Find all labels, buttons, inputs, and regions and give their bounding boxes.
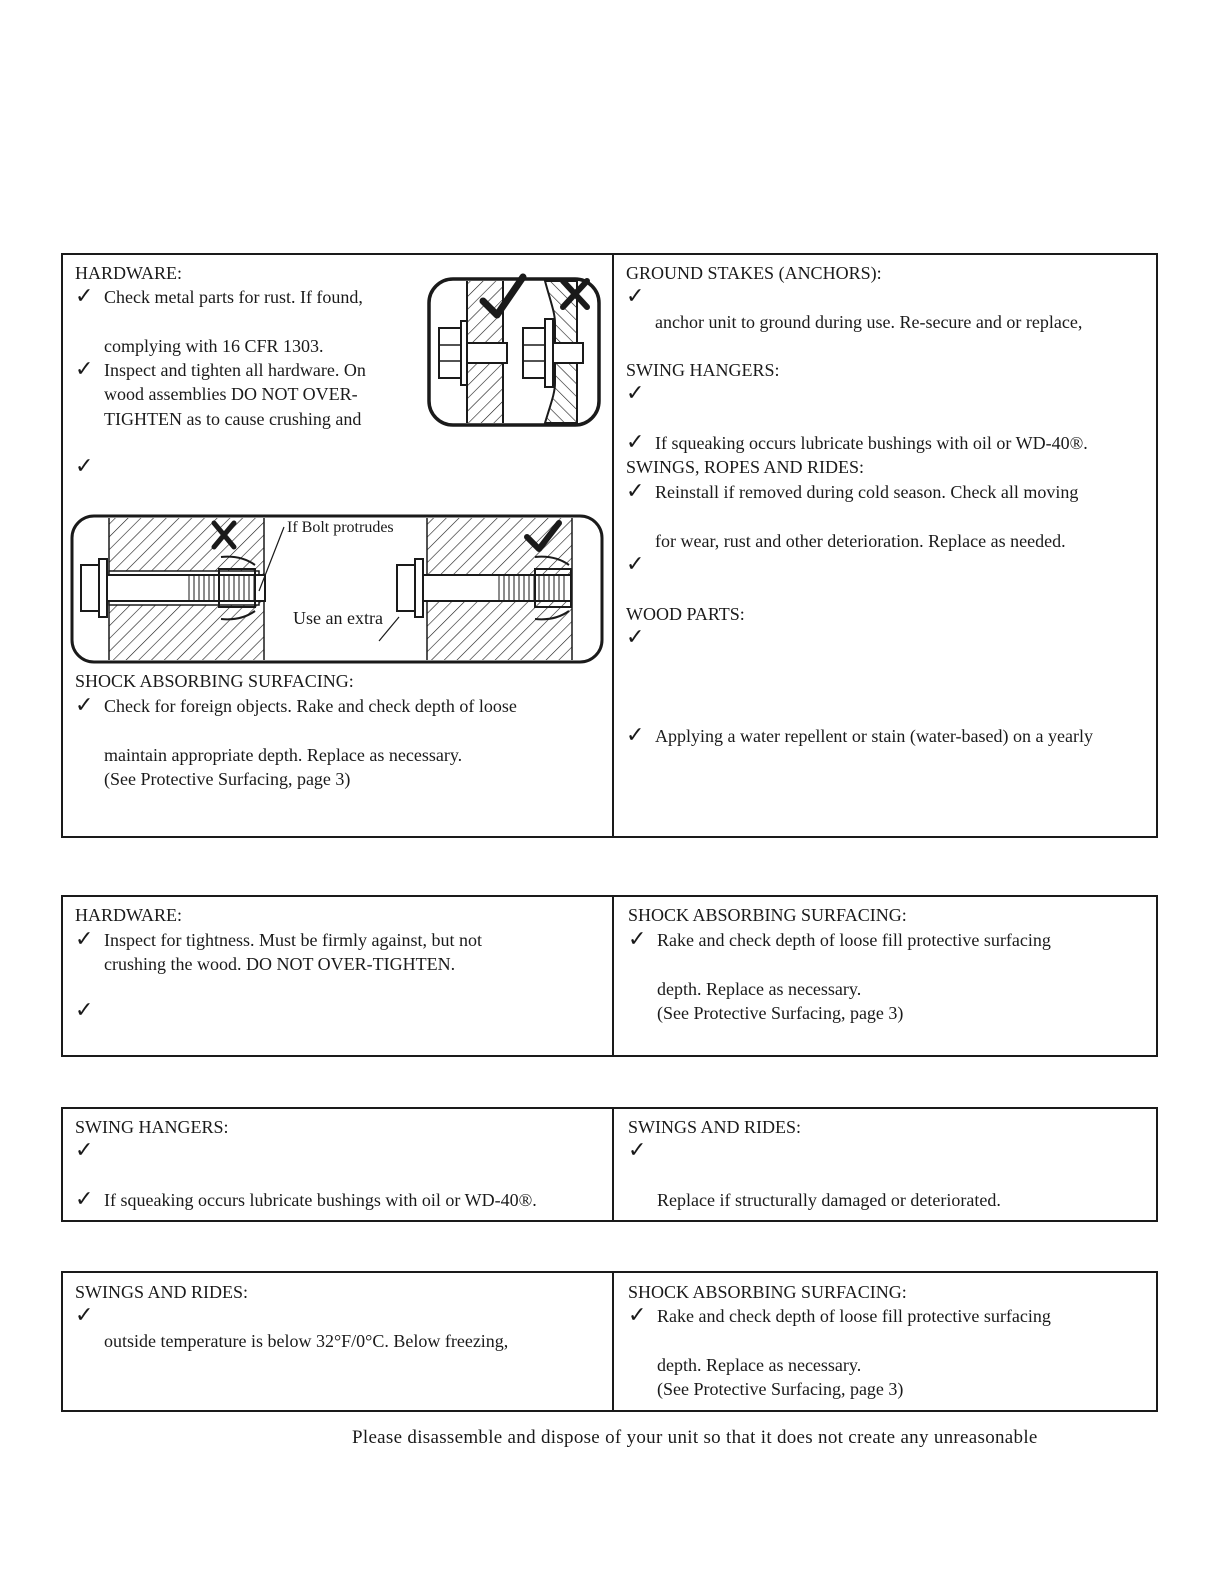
check-icon: ✓ [75, 1187, 94, 1212]
tighten-line-1: Inspect and tighten all hardware. On [104, 360, 366, 380]
check-icon: ✓ [626, 381, 645, 406]
swings-rides-heading: SWINGS AND RIDES: [75, 1282, 249, 1302]
swings-rides-heading: SWINGS AND RIDES: [628, 1117, 802, 1137]
check-icon: ✓ [75, 454, 94, 479]
hardware-heading: HARDWARE: [75, 263, 182, 283]
tighten-line-3: TIGHTEN as to cause crushing and [104, 409, 362, 429]
temperature-line: outside temperature is below 32°F/0°C. Below freezing, [104, 1331, 509, 1351]
check-icon: ✓ [626, 479, 645, 504]
wood-item: Applying a water repellent or stain (water-based) on a yearly [655, 726, 1093, 746]
wood-parts-heading: WOOD PARTS: [626, 604, 745, 624]
section-1-box [61, 253, 1158, 838]
replace-line: Replace if structurally damaged or deteriorated. [657, 1190, 1001, 1210]
rake-line-2: depth. Replace as necessary. [657, 979, 862, 999]
rust-line-1: Check metal parts for rust. If found, [104, 287, 363, 307]
check-icon: ✓ [626, 723, 645, 748]
hangers-item: If squeaking occurs lubricate bushings with oil or WD-40®. [655, 433, 1088, 453]
swing-hangers-heading: SWING HANGERS: [626, 360, 780, 380]
ground-stakes-heading: GROUND STAKES (ANCHORS): [626, 263, 882, 283]
check-icon: ✓ [626, 430, 645, 455]
check-icon: ✓ [626, 625, 645, 650]
check-icon: ✓ [75, 693, 94, 718]
check-icon: ✓ [75, 284, 94, 309]
rake-line-1: Rake and check depth of loose fill protective surfacing [657, 930, 1051, 950]
tighten-line-2: wood assemblies DO NOT OVER- [104, 384, 358, 404]
tightness-line-2: crushing the wood. DO NOT OVER-TIGHTEN. [104, 954, 456, 974]
surfacing-line-2: maintain appropriate depth. Replace as necessary. [104, 745, 463, 765]
check-icon: ✓ [75, 1303, 94, 1328]
check-icon: ✓ [75, 1138, 94, 1163]
rake-line-2: depth. Replace as necessary. [657, 1355, 862, 1375]
check-icon: ✓ [75, 357, 94, 382]
column-divider [612, 897, 614, 1055]
surfacing-heading: SHOCK ABSORBING SURFACING: [628, 905, 907, 925]
surfacing-heading: SHOCK ABSORBING SURFACING: [75, 671, 354, 691]
column-divider [612, 255, 614, 836]
section-3-box [61, 1107, 1158, 1222]
swings-line-2: for wear, rust and other deterioration. Replace as needed. [655, 531, 1066, 551]
section-2-box [61, 895, 1158, 1057]
rake-line-1: Rake and check depth of loose fill protective surfacing [657, 1306, 1051, 1326]
section-4-box [61, 1271, 1158, 1412]
surfacing-line-3: (See Protective Surfacing, page 3) [104, 769, 351, 789]
bolt-protrudes-label: If Bolt protrudes [287, 519, 394, 536]
bolt-comparison-diagram [427, 273, 607, 433]
check-icon: ✓ [628, 1138, 647, 1163]
hardware-heading: HARDWARE: [75, 905, 182, 925]
check-icon: ✓ [75, 998, 94, 1023]
stakes-line: anchor unit to ground during use. Re-secure and or replace, [655, 312, 1083, 332]
rust-line-2: complying with 16 CFR 1303. [104, 336, 324, 356]
surfacing-heading: SHOCK ABSORBING SURFACING: [628, 1282, 907, 1302]
swings-ropes-heading: SWINGS, ROPES AND RIDES: [626, 457, 865, 477]
swings-line-1: Reinstall if removed during cold season. Check all moving [655, 482, 1079, 502]
use-extra-label: Use an extra [293, 608, 383, 628]
swing-hangers-heading: SWING HANGERS: [75, 1117, 229, 1137]
column-divider [612, 1109, 614, 1220]
rake-line-3: (See Protective Surfacing, page 3) [657, 1003, 904, 1023]
column-divider [612, 1273, 614, 1410]
tightness-line-1: Inspect for tightness. Must be firmly against, but not [104, 930, 482, 950]
check-icon: ✓ [628, 1303, 647, 1328]
check-icon: ✓ [628, 927, 647, 952]
check-icon: ✓ [626, 284, 645, 309]
rake-line-3: (See Protective Surfacing, page 3) [657, 1379, 904, 1399]
check-icon: ✓ [626, 552, 645, 577]
surfacing-line-1: Check for foreign objects. Rake and check depth of loose [104, 696, 517, 716]
disposal-note: Please disassemble and dispose of your unit so that it does not create any unreasonable [352, 1427, 1038, 1448]
hangers-item: If squeaking occurs lubricate bushings with oil or WD-40®. [104, 1190, 537, 1210]
check-icon: ✓ [75, 927, 94, 952]
